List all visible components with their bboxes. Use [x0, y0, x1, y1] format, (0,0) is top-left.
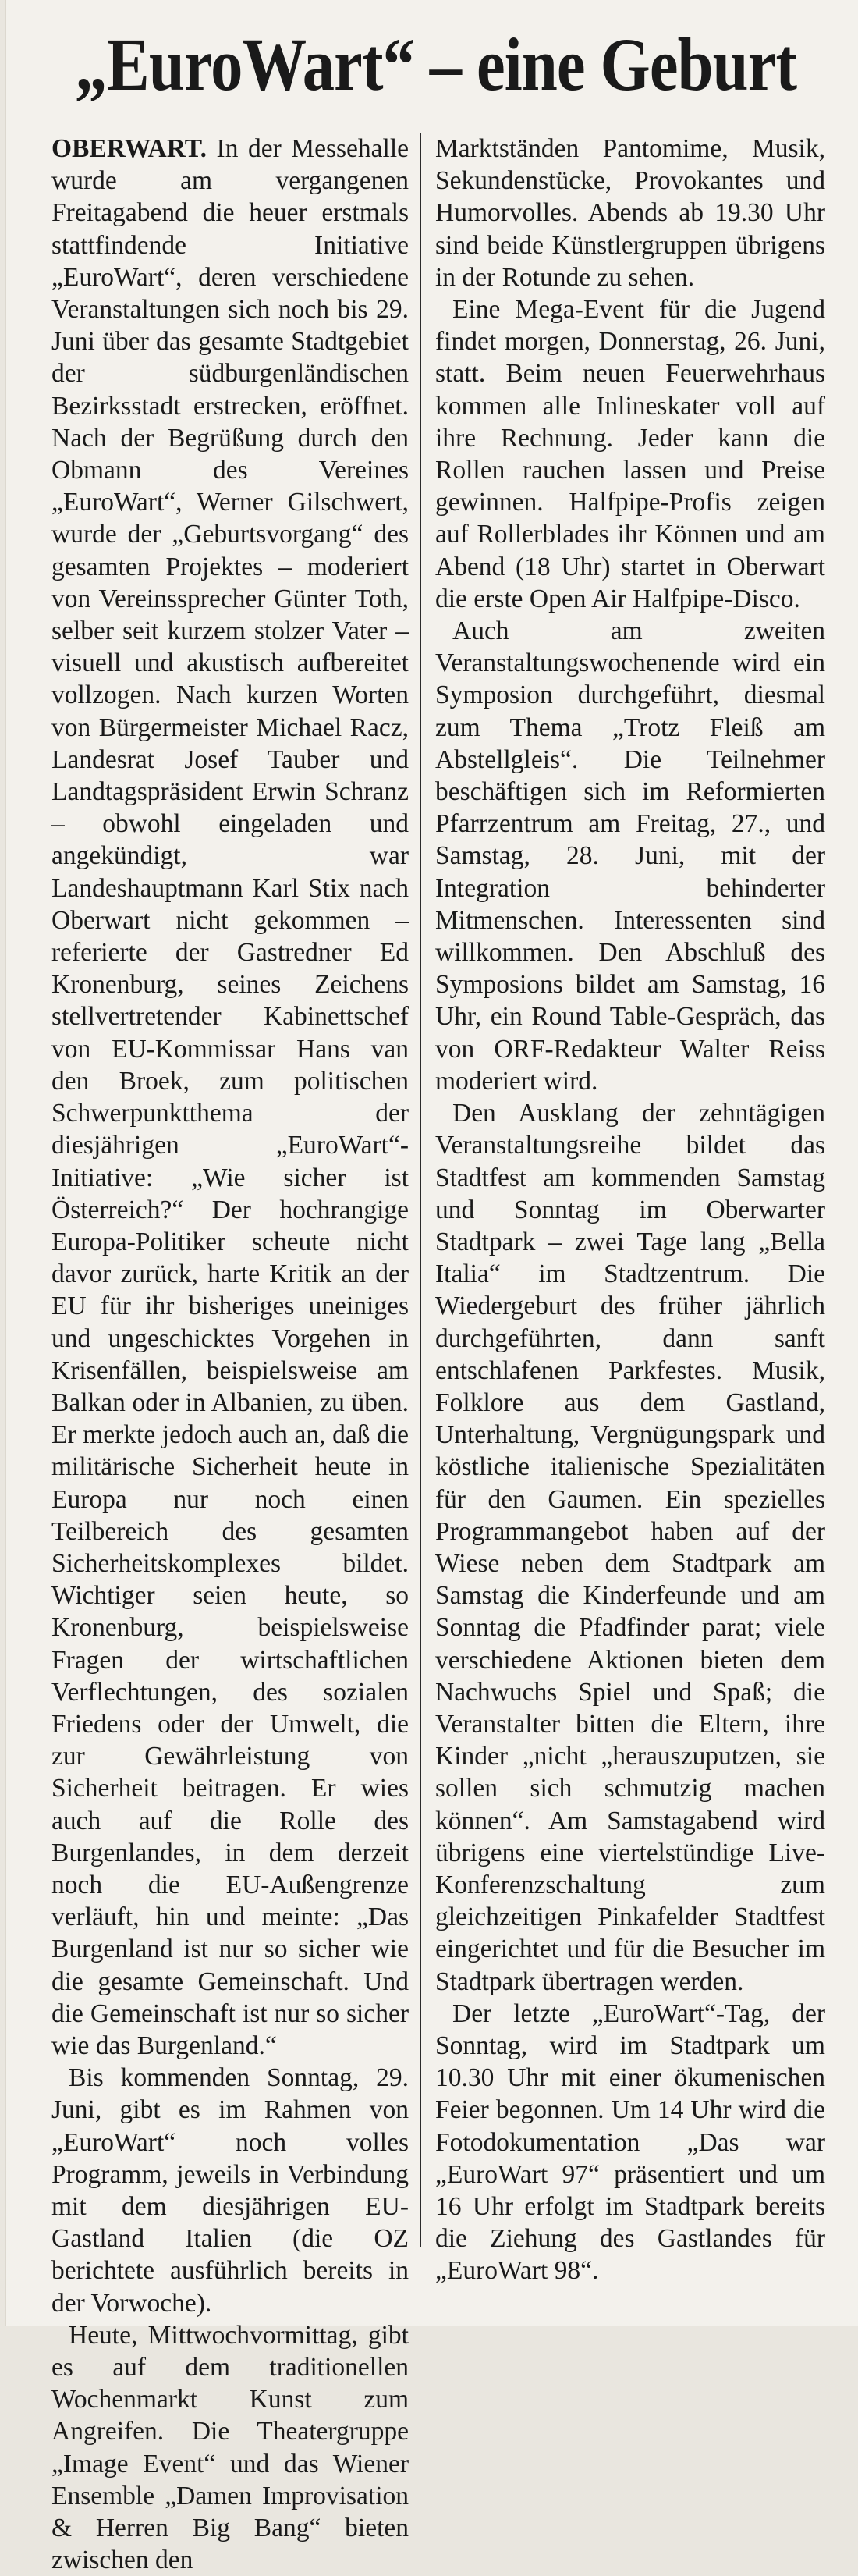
article-column-right: [435, 133, 825, 2287]
paragraph: [51, 133, 409, 2062]
paragraph: Eine Mega-Event für die Jugend findet morgen, Donnerstag, 26. Juni, statt. Beim neuen Feuerwehrhaus kommen alle Inlineskater voll auf ihre Rechnung. Jeder kann die Rollen rauchen lassen und Preise gewinnen. Halfpipe-Profis zeigen auf Rollerblades ihr Können und am Abend (18 Uhr) startet in Oberwart die erste Open Air Halfpipe-Disco.: [435, 295, 825, 613]
paragraph: Marktständen Pantomime, Musik, Sekundenstücke, Provokantes und Humorvolles. Abends ab 19.30 Uhr sind beide Künstlergruppen übrigens in der Rotunde zu sehen.: [435, 134, 825, 292]
paragraph-text: In der Messehalle wurde am vergangenen Freitagabend die heuer erstmals stattfindende Initiative „EuroWart“, deren verschiedene Veranstaltungen sich noch bis 29. Juni über das gesamte Stadtgebiet der südburgenländischen Bezirksstadt erstrecken, eröffnet. Nach der Begrüßung durch den Obmann des Vereines „EuroWart“, Werner Gilschwert, wurde der „Geburtsvorgang“ des gesamten Projektes – moderiert von Vereinssprecher Günter Toth, selber seit kurzem stolzer Vater – visuell und akustisch aufbereitet vollzogen. Nach kurzen Worten von Bürgermeister Michael Racz, Landesrat Josef Tauber und Landtagspräsident Erwin Schranz – obwohl eingeladen und angekündigt, war Landeshauptmann Karl Stix nach Oberwart nicht gekommen – referierte der Gastredner Ed Kronenburg, seines Zeichens stellvertretender Kabinettschef von EU-Kommissar Hans van den Broek, zum politischen Schwerpunktthema der diesjährigen „EuroWart“-Initiative: „Wie sicher ist Österreich?“ Der hochrangige Europa-Politiker scheute nicht davor zurück, harte Kritik an der EU für ihr bisheriges uneiniges und ungeschicktes Vorgehen in Krisenfällen, beispielsweise am Balkan oder in Albanien, zu üben. Er merkte jedoch auch an, daß die militärische Sicherheit heute in Europa nur noch einen Teilbereich des gesamten Sicherheitskomplexes bildet. Wichtiger seien heute, so Kronenburg, beispielsweise Fragen der wirtschaftlichen Verflechtungen, des sozialen Friedens oder der Umwelt, die zur Gewährleistung von Sicherheit beitragen. Er wies auch auf die Rolle des Burgenlandes, in dem derzeit noch die EU-Außengrenze verläuft, hin und meinte: „Das Burgenland ist nur so sicher wie die gesamte Gemeinschaft. Und die Gemeinschaft ist nur so sicher wie das Burgenland.“: [51, 134, 410, 2060]
paragraph: Auch am zweiten Veranstaltungswochenende wird ein Symposion durchgeführt, diesmal zum Thema „Trotz Fleiß am Abstellgleis“. Die Teilnehmer beschäftigen sich im Reformierten Pfarrzentrum am Freitag, 27., und Samstag, 28. Juni, mit der Integration behinderter Mitmenschen. Interessenten sind willkommen. Den Abschluß des Symposions bildet am Samstag, 16 Uhr, ein Round Table-Gespräch, das von ORF-Redakteur Walter Reiss moderiert wird.: [435, 616, 825, 1096]
newspaper-clipping: [6, 0, 858, 2575]
article-column-left: [51, 133, 409, 2576]
paragraph: Den Ausklang der zehntägigen Veranstaltungsreihe bildet das Stadtfest am kommenden Samstag und Sonntag im Oberwarter Stadtpark – zwei Tage lang „Bella Italia“ im Stadtzentrum. Die Wiedergeburt des früher jährlich durchgeführten, dann sanft entschlafenen Parkfestes. Musik, Folklore aus dem Gastland, Unterhaltung, Vergnügungspark und köstliche italienische Spezialitäten für den Gaumen. Ein spezielles Programmangebot haben auf der Wiese neben dem Stadtpark am Samstag die Kinderfeunde und am Sonntag die Pfadfinder parat; viele verschiedene Aktionen bieten dem Nachwuchs Spiel und Spaß; die Veranstalter bitten die Eltern, ihre Kinder „nicht „herauszuputzen, sie sollen sich schmutzig machen können“. Am Samstagabend wird übrigens eine viertelstündige Live-Konferenzschaltung zum gleichzeitigen Pinkafelder Stadtfest eingerichtet und für die Besucher im Stadtpark übertragen werden.: [435, 1099, 825, 1996]
dateline: OBERWART.: [51, 134, 207, 163]
paragraph: Bis kommenden Sonntag, 29. Juni, gibt es im Rahmen von „EuroWart“ noch volles Programm, jeweils in Verbindung mit dem diesjährigen EU-Gastland Italien (die OZ berichtete ausführlich bereits in der Vorwoche).: [51, 2063, 409, 2318]
paragraph: Der letzte „EuroWart“-Tag, der Sonntag, wird im Stadtpark um 10.30 Uhr mit einer ökumenischen Feier begonnen. Um 14 Uhr wird die Fotodokumentation „Das war „EuroWart 97“ präsentiert und um 16 Uhr erfolgt im Stadtpark bereits die Ziehung des Gastlandes für „EuroWart 98“.: [435, 1999, 825, 2286]
column-divider: [420, 133, 421, 2247]
headline: „EuroWart“ – eine Geburt: [75, 23, 797, 106]
paragraph: Heute, Mittwochvormittag, gibt es auf dem traditionellen Wochenmarkt Kunst zum Angreifen. Die Theatergruppe „Image Event“ und das Wiener Ensemble „Damen Improvisation & Herren Big Bang“ bieten zwischen den: [51, 2320, 409, 2575]
